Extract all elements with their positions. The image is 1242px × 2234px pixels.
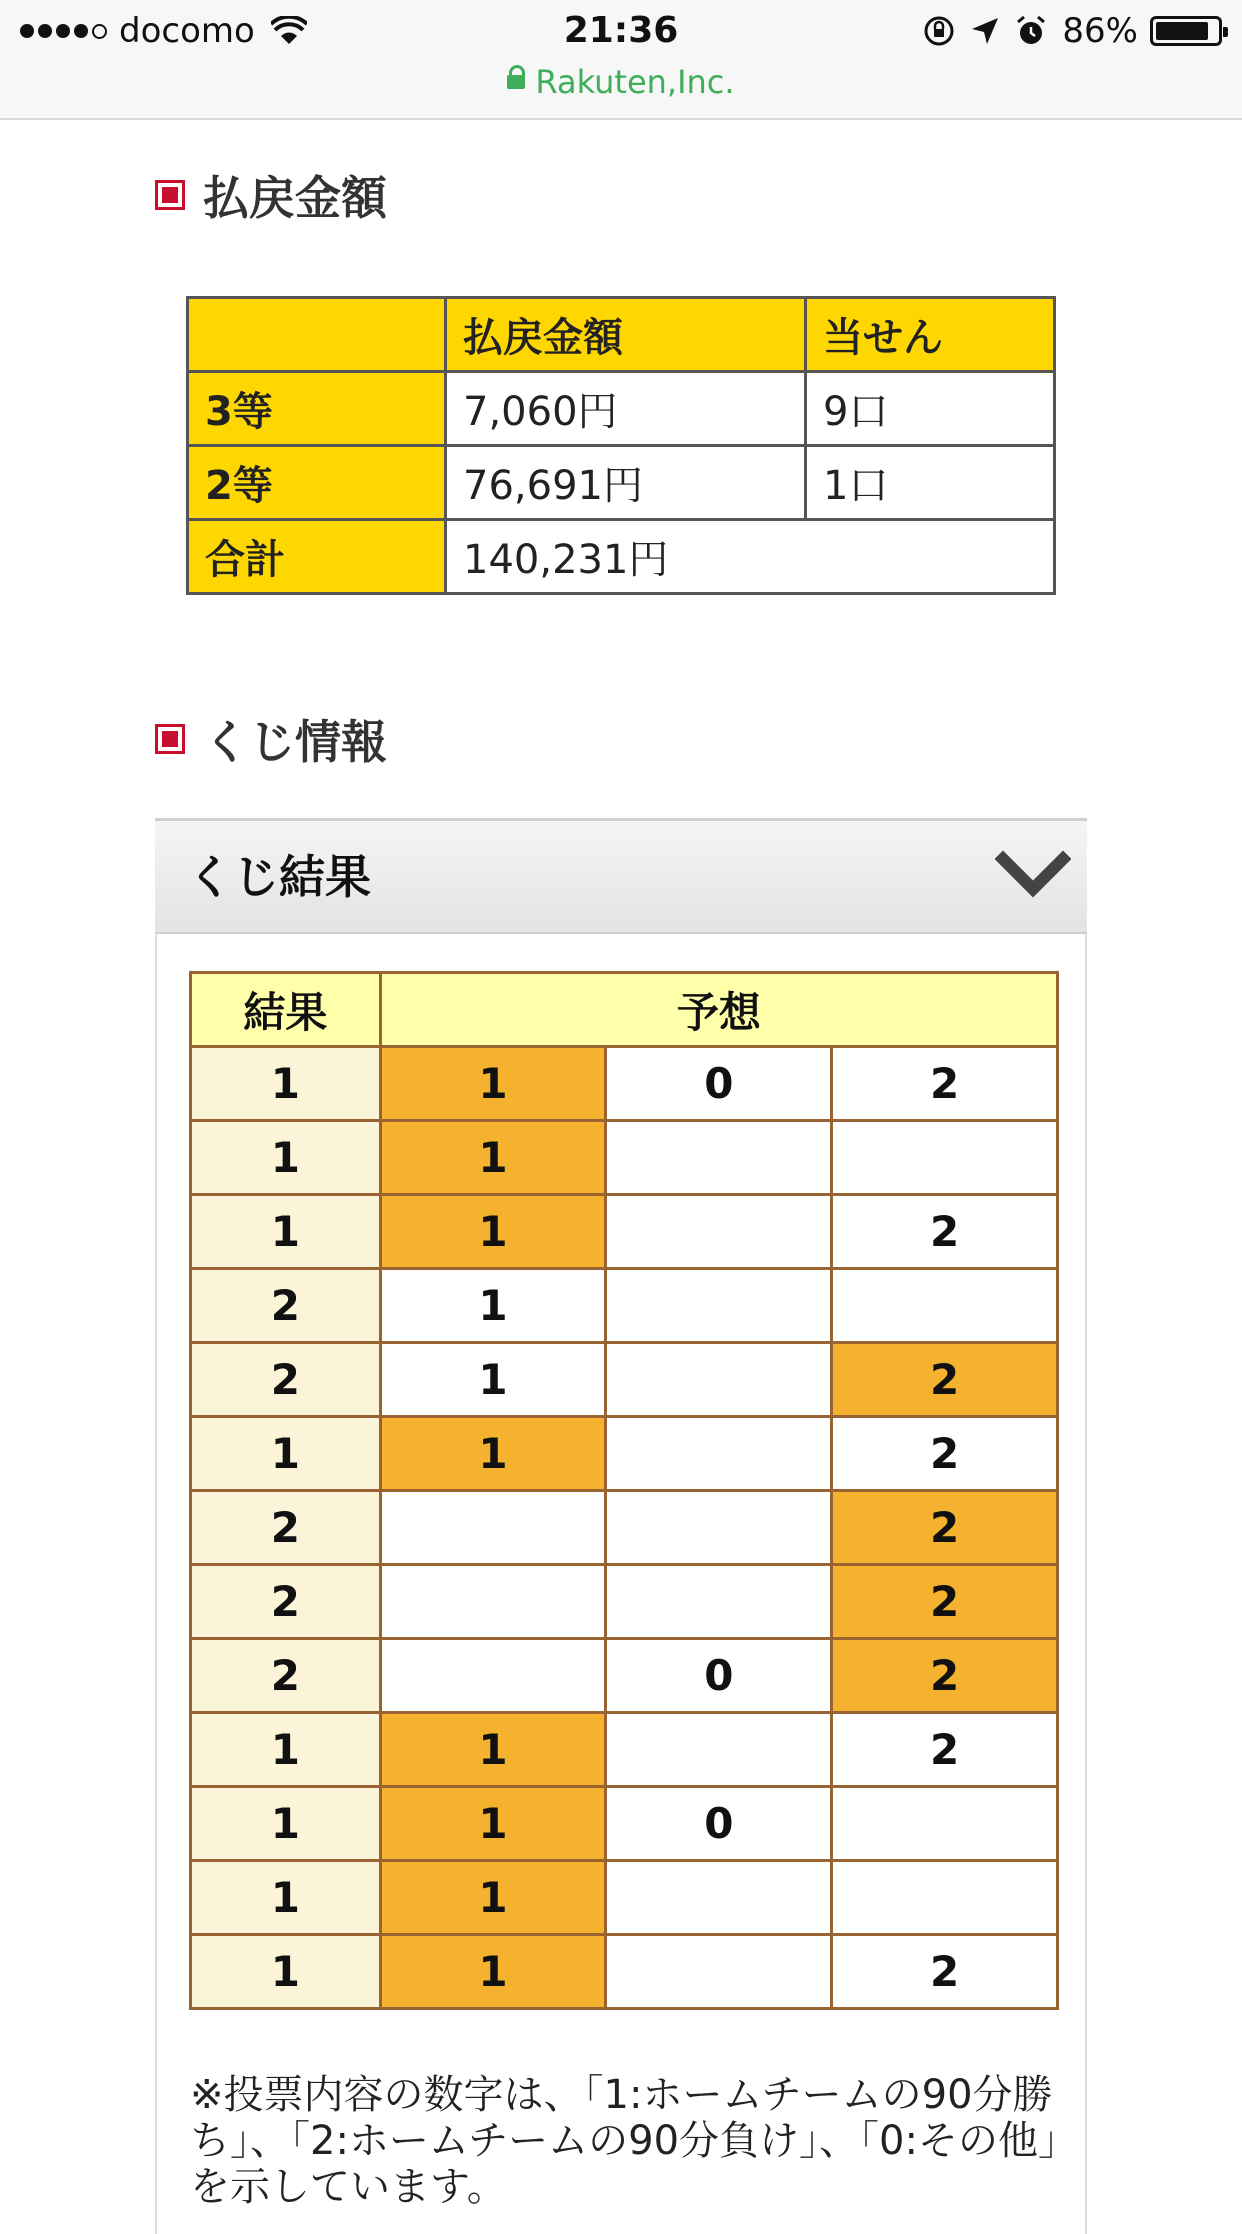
result-cell: 2 — [191, 1639, 381, 1713]
prediction-cell-p1: 1 — [380, 1195, 606, 1269]
prediction-cell-p1 — [380, 1491, 606, 1565]
results-table — [189, 971, 1059, 2010]
payout-row-winners: 1口 — [806, 446, 1055, 520]
payout-total-row — [188, 520, 1055, 594]
footnote: ※投票内容の数字は、「1:ホームチームの90分勝ち」、「2:ホームチームの90分負け」、「0:その他」を示しています。 — [190, 2072, 1058, 2210]
prediction-cell-p1: 1 — [380, 1935, 606, 2009]
prediction-cell-p0 — [606, 1121, 832, 1195]
prediction-cell-p0: 0 — [606, 1787, 832, 1861]
prediction-cell-p0 — [606, 1491, 832, 1565]
payout-row — [188, 446, 1055, 520]
results-row — [191, 1343, 1058, 1417]
prediction-cell-p2: 2 — [832, 1491, 1058, 1565]
payout-row-amount: 7,060円 — [446, 372, 806, 446]
battery-icon — [1150, 16, 1222, 46]
carrier-name: docomo — [119, 11, 255, 51]
results-header-row — [191, 973, 1058, 1047]
prediction-cell-p1: 1 — [380, 1713, 606, 1787]
prediction-cell-p2: 2 — [832, 1343, 1058, 1417]
info-heading — [155, 706, 387, 772]
prediction-cell-p2 — [832, 1861, 1058, 1935]
result-cell: 2 — [191, 1565, 381, 1639]
payout-row-label: 2等 — [188, 446, 446, 520]
results-header-prediction: 予想 — [380, 973, 1057, 1047]
info-title: くじ情報 — [203, 715, 387, 769]
prediction-cell-p1: 1 — [380, 1861, 606, 1935]
result-cell: 1 — [191, 1121, 381, 1195]
results-body — [191, 1047, 1058, 2009]
result-cell: 1 — [191, 1417, 381, 1491]
prediction-cell-p0 — [606, 1269, 832, 1343]
results-row — [191, 1861, 1058, 1935]
section-marker-icon — [155, 724, 185, 754]
prediction-cell-p1: 1 — [380, 1047, 606, 1121]
payout-total-amount: 140,231円 — [446, 520, 1055, 594]
alarm-icon — [1014, 14, 1048, 48]
prediction-cell-p1: 1 — [380, 1121, 606, 1195]
prediction-cell-p1: 1 — [380, 1787, 606, 1861]
prediction-cell-p0: 0 — [606, 1047, 832, 1121]
payout-table — [186, 296, 1056, 595]
result-cell: 1 — [191, 1787, 381, 1861]
results-row — [191, 1787, 1058, 1861]
result-cell: 1 — [191, 1195, 381, 1269]
payout-row-amount: 76,691円 — [446, 446, 806, 520]
prediction-cell-p0 — [606, 1713, 832, 1787]
payout-header-row — [188, 298, 1055, 372]
status-bar — [0, 0, 1242, 120]
url-bar[interactable] — [0, 60, 1242, 104]
accordion-title: くじ結果 — [187, 850, 371, 904]
prediction-cell-p2 — [832, 1269, 1058, 1343]
section-marker-icon — [155, 180, 185, 210]
prediction-cell-p1 — [380, 1639, 606, 1713]
payout-row-label: 3等 — [188, 372, 446, 446]
location-arrow-icon — [970, 16, 1000, 46]
chevron-down-icon[interactable] — [995, 847, 1071, 907]
prediction-cell-p2 — [832, 1121, 1058, 1195]
status-right — [908, 8, 1222, 54]
result-cell: 1 — [191, 1861, 381, 1935]
payout-heading — [155, 162, 387, 228]
results-row — [191, 1269, 1058, 1343]
battery-percent: 86% — [1062, 11, 1138, 51]
prediction-cell-p1 — [380, 1565, 606, 1639]
payout-row — [188, 372, 1055, 446]
prediction-cell-p0 — [606, 1195, 832, 1269]
result-cell: 1 — [191, 1935, 381, 2009]
payout-header-blank — [188, 298, 446, 372]
payout-total-label: 合計 — [188, 520, 446, 594]
payout-row-winners: 9口 — [806, 372, 1055, 446]
payout-header-amount: 払戻金額 — [446, 298, 806, 372]
results-row — [191, 1935, 1058, 2009]
prediction-cell-p2: 2 — [832, 1713, 1058, 1787]
prediction-cell-p1: 1 — [380, 1417, 606, 1491]
url-host: Rakuten,Inc. — [535, 63, 735, 101]
prediction-cell-p2: 2 — [832, 1195, 1058, 1269]
clock: 21:36 — [563, 10, 679, 51]
payout-title: 払戻金額 — [203, 171, 387, 225]
results-row — [191, 1713, 1058, 1787]
prediction-cell-p0 — [606, 1861, 832, 1935]
prediction-cell-p2: 2 — [832, 1047, 1058, 1121]
results-row — [191, 1565, 1058, 1639]
prediction-cell-p0 — [606, 1935, 832, 2009]
results-row — [191, 1047, 1058, 1121]
results-row — [191, 1195, 1058, 1269]
prediction-cell-p1: 1 — [380, 1269, 606, 1343]
prediction-cell-p0 — [606, 1417, 832, 1491]
result-cell: 1 — [191, 1047, 381, 1121]
lock-icon — [507, 75, 525, 89]
result-cell: 2 — [191, 1343, 381, 1417]
prediction-cell-p2: 2 — [832, 1935, 1058, 2009]
prediction-cell-p0 — [606, 1343, 832, 1417]
result-cell: 2 — [191, 1491, 381, 1565]
prediction-cell-p2 — [832, 1787, 1058, 1861]
results-row — [191, 1639, 1058, 1713]
prediction-cell-p2: 2 — [832, 1417, 1058, 1491]
results-row — [191, 1121, 1058, 1195]
results-row — [191, 1417, 1058, 1491]
prediction-cell-p0 — [606, 1565, 832, 1639]
results-row — [191, 1491, 1058, 1565]
results-header-result: 結果 — [191, 973, 381, 1047]
prediction-cell-p1: 1 — [380, 1343, 606, 1417]
results-accordion-header[interactable] — [155, 818, 1087, 934]
prediction-cell-p2: 2 — [832, 1639, 1058, 1713]
result-cell: 2 — [191, 1269, 381, 1343]
orientation-lock-icon — [922, 14, 956, 48]
prediction-cell-p2: 2 — [832, 1565, 1058, 1639]
payout-header-winners: 当せん — [806, 298, 1055, 372]
prediction-cell-p0: 0 — [606, 1639, 832, 1713]
result-cell: 1 — [191, 1713, 381, 1787]
